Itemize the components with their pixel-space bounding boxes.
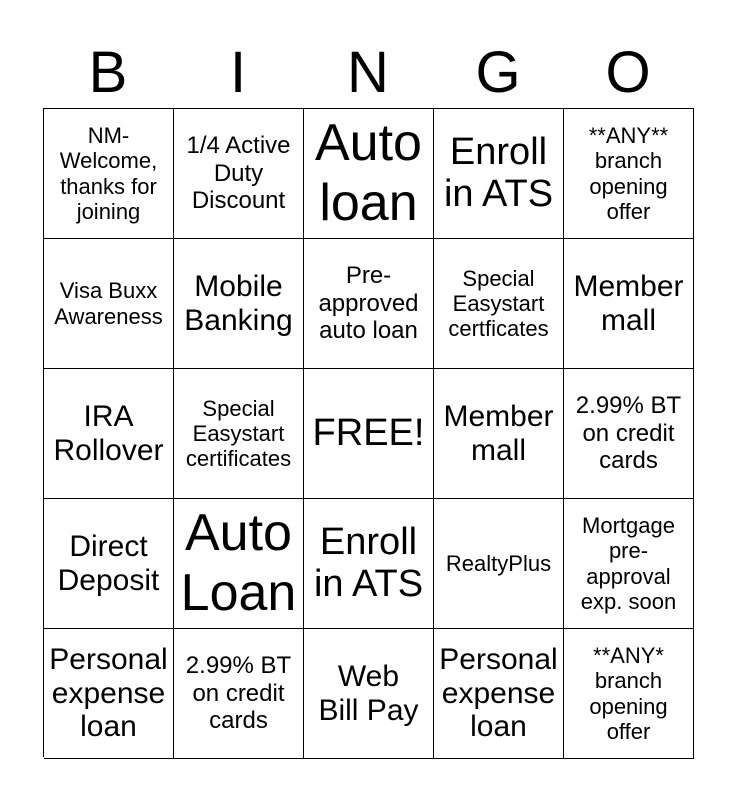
bingo-cell-r3c5[interactable]: 2.99% BT on credit cards — [564, 369, 694, 499]
bingo-cell-r1c4[interactable]: Enroll in ATS — [434, 109, 564, 239]
bingo-header — [43, 38, 693, 108]
bingo-cell-r1c3[interactable]: Auto loan — [304, 109, 434, 239]
bingo-cell-r5c1[interactable]: Personal expense loan — [44, 629, 174, 759]
bingo-cell-r4c2[interactable]: Auto Loan — [174, 499, 304, 629]
bingo-cell-r1c5[interactable]: **ANY** branch opening offer — [564, 109, 694, 239]
bingo-board — [43, 108, 694, 757]
bingo-cell-r2c5[interactable]: Member mall — [564, 239, 694, 369]
bingo-cell-r1c1[interactable]: NM- Welcome, thanks for joining — [44, 109, 174, 239]
header-letter-g: G — [475, 40, 521, 105]
bingo-cell-r2c1[interactable]: Visa Buxx Awareness — [44, 239, 174, 369]
bingo-cell-r2c2[interactable]: Mobile Banking — [174, 239, 304, 369]
bingo-cell-r3c2[interactable]: Special Easystart certificates — [174, 369, 304, 499]
bingo-cell-r3c3-free[interactable]: FREE! — [304, 369, 434, 499]
bingo-cell-r5c5[interactable]: **ANY* branch opening offer — [564, 629, 694, 759]
header-letter-o: O — [605, 40, 651, 105]
bingo-cell-r1c2[interactable]: 1/4 Active Duty Discount — [174, 109, 304, 239]
bingo-cell-r2c4[interactable]: Special Easystart certficates — [434, 239, 564, 369]
header-letter-b: B — [88, 40, 128, 105]
header-letter-n: N — [347, 40, 389, 105]
bingo-cell-r4c1[interactable]: Direct Deposit — [44, 499, 174, 629]
bingo-cell-r4c3[interactable]: Enroll in ATS — [304, 499, 434, 629]
bingo-cell-r3c1[interactable]: IRA Rollover — [44, 369, 174, 499]
bingo-cell-r5c2[interactable]: 2.99% BT on credit cards — [174, 629, 304, 759]
bingo-cell-r4c4[interactable]: RealtyPlus — [434, 499, 564, 629]
bingo-cell-r3c4[interactable]: Member mall — [434, 369, 564, 499]
bingo-cell-r5c3[interactable]: Web Bill Pay — [304, 629, 434, 759]
bingo-cell-r5c4[interactable]: Personal expense loan — [434, 629, 564, 759]
bingo-cell-r4c5[interactable]: Mortgage pre- approval exp. soon — [564, 499, 694, 629]
bingo-cell-r2c3[interactable]: Pre- approved auto loan — [304, 239, 434, 369]
header-letter-i: I — [229, 40, 247, 105]
